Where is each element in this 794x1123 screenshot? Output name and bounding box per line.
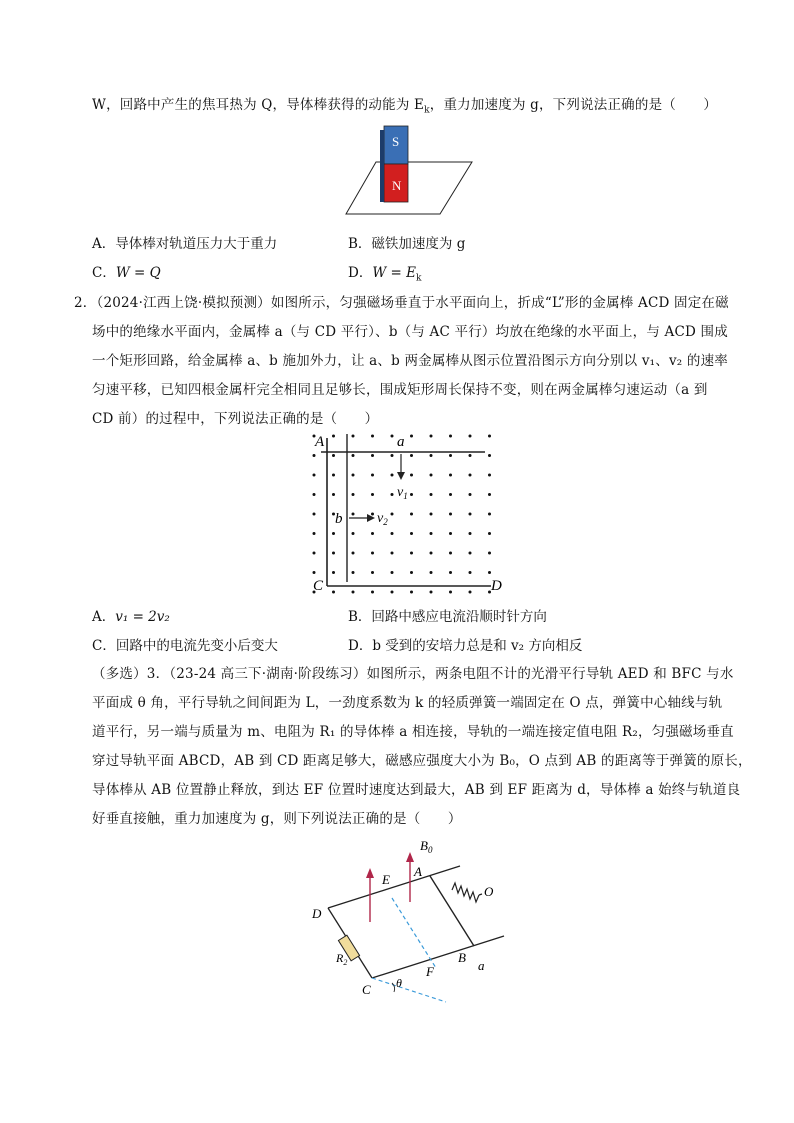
q1-option-d[interactable] bbox=[348, 263, 421, 289]
q3-stem-line-3: 道平行，另一端与质量为 m、电阻为 R₁ 的导体棒 a 相连接，导轨的一端连接定值电阻 R₂，匀强磁场垂直 bbox=[92, 724, 734, 740]
q3-stem-line-6: 好垂直接触，重力加速度为 g，则下列说法正确的是（ ） bbox=[92, 811, 462, 827]
q2-label-d: D bbox=[491, 578, 502, 594]
field-dot bbox=[410, 571, 413, 574]
field-dot bbox=[469, 513, 472, 516]
field-dot bbox=[488, 532, 491, 535]
field-dot bbox=[469, 454, 472, 457]
field-dot bbox=[352, 591, 355, 594]
q3-rod-ab bbox=[430, 876, 474, 946]
option-text: W = Q bbox=[115, 265, 161, 281]
field-dot bbox=[430, 493, 433, 496]
q1-stem-tail bbox=[92, 95, 717, 121]
field-dot bbox=[391, 474, 394, 477]
field-dot bbox=[410, 513, 413, 516]
q3-label-b0: $B_0$ bbox=[420, 838, 433, 855]
option-key: A． bbox=[92, 609, 116, 625]
option-text: 回路中感应电流沿顺时针方向 bbox=[371, 609, 547, 625]
field-dot bbox=[430, 552, 433, 555]
option-text: W = E bbox=[372, 265, 416, 281]
option-key: B． bbox=[348, 609, 372, 625]
q2-label-rod-a: a bbox=[397, 434, 405, 450]
field-dot bbox=[449, 571, 452, 574]
q3-label-rod-a: a bbox=[478, 958, 485, 973]
field-dot bbox=[352, 493, 355, 496]
option-key: B． bbox=[348, 236, 372, 252]
q1-s-label: S bbox=[392, 134, 400, 149]
q2-label-rod-b: b bbox=[335, 511, 343, 527]
field-dot bbox=[488, 493, 491, 496]
field-dot bbox=[313, 571, 316, 574]
option-key: C． bbox=[92, 265, 116, 281]
q1-magnet-figure bbox=[340, 122, 480, 218]
field-dot bbox=[430, 591, 433, 594]
field-dot bbox=[449, 591, 452, 594]
field-dot bbox=[391, 513, 394, 516]
field-dot bbox=[371, 493, 374, 496]
field-dot bbox=[391, 571, 394, 574]
field-dot bbox=[371, 571, 374, 574]
field-dot bbox=[410, 493, 413, 496]
field-dot bbox=[332, 435, 335, 438]
q3-label-f: F bbox=[426, 964, 434, 979]
field-dot bbox=[469, 571, 472, 574]
q2-option-c[interactable] bbox=[92, 636, 278, 656]
q3-label-d: D bbox=[312, 906, 322, 921]
q1-option-a[interactable] bbox=[92, 234, 277, 254]
field-dot bbox=[313, 474, 316, 477]
q2-label-c: C bbox=[313, 578, 324, 594]
field-dot bbox=[313, 493, 316, 496]
field-dot bbox=[371, 591, 374, 594]
q2-label-a-corner: A bbox=[315, 434, 325, 450]
field-dot bbox=[430, 474, 433, 477]
field-dot bbox=[352, 474, 355, 477]
field-dot bbox=[449, 552, 452, 555]
q2-stem-line-3: 一个矩形回路，给金属棒 a、b 施加外力，让 a、b 两金属棒从图示位置沿图示方向分别以 v₁、v₂ 的速率 bbox=[92, 353, 729, 369]
field-dot bbox=[352, 435, 355, 438]
q2-stem-line-2: 场中的绝缘水平面内，金属棒 a（与 CD 平行）、b（与 AC 平行）均放在绝缘的水平面上，与 ACD 围成 bbox=[92, 324, 728, 340]
field-dot bbox=[469, 435, 472, 438]
option-key: D． bbox=[348, 265, 373, 281]
q1-rail-plane bbox=[346, 162, 472, 214]
field-dot bbox=[391, 435, 394, 438]
q3-label-r2: $R_2$ bbox=[336, 951, 348, 967]
q3-label-c: C bbox=[362, 982, 371, 997]
field-dot bbox=[488, 571, 491, 574]
option-sub: k bbox=[415, 273, 422, 284]
field-dot bbox=[449, 493, 452, 496]
field-dot bbox=[371, 474, 374, 477]
q1-magnet-side bbox=[380, 130, 384, 202]
field-dot bbox=[332, 571, 335, 574]
field-dot bbox=[391, 493, 394, 496]
option-key: D． bbox=[348, 638, 373, 654]
field-dot bbox=[430, 513, 433, 516]
field-dot bbox=[488, 454, 491, 457]
field-dot bbox=[332, 591, 335, 594]
q3-label-b: B bbox=[458, 950, 466, 965]
field-dot bbox=[313, 532, 316, 535]
field-dot bbox=[352, 571, 355, 574]
field-dot bbox=[410, 552, 413, 555]
option-text: 磁铁加速度为 g bbox=[371, 236, 466, 252]
q2-v1-arrowhead bbox=[397, 472, 405, 480]
field-dot bbox=[391, 591, 394, 594]
field-dot bbox=[371, 435, 374, 438]
field-dot bbox=[371, 532, 374, 535]
field-dot bbox=[430, 435, 433, 438]
field-dot bbox=[371, 454, 374, 457]
option-text: b 受到的安培力总是和 v₂ 方向相反 bbox=[372, 638, 583, 654]
q3-stem-line-2: 平面成 θ 角，平行导轨之间间距为 L，一劲度系数为 k 的轻质弹簧一端固定在 O 点，弹簧中心轴线与轨 bbox=[92, 695, 723, 711]
field-dot bbox=[332, 454, 335, 457]
field-dot bbox=[449, 513, 452, 516]
field-dot bbox=[488, 474, 491, 477]
field-dot bbox=[430, 532, 433, 535]
q3-field-arrowhead-2 bbox=[406, 852, 414, 862]
field-dot bbox=[430, 571, 433, 574]
q2-stem-line-4: 匀速平移，已知四根金属杆完全相同且足够长，围成矩形周长保持不变，则在两金属棒匀速运动（a 到 bbox=[92, 382, 708, 398]
field-dot bbox=[469, 591, 472, 594]
field-dot bbox=[313, 552, 316, 555]
option-text: v₁ = 2v₂ bbox=[115, 609, 170, 625]
field-dot bbox=[352, 532, 355, 535]
field-dot bbox=[449, 454, 452, 457]
q3-field-arrowhead-1 bbox=[366, 868, 374, 878]
field-dot bbox=[352, 454, 355, 457]
field-dot bbox=[469, 532, 472, 535]
field-dot bbox=[391, 454, 394, 457]
q3-stem-line-1: （多选）3．（23-24 高三下·湖南·阶段练习）如图所示，两条电阻不计的光滑平行导轨 AED 和 BFC 与水 bbox=[92, 666, 734, 682]
field-dot bbox=[391, 552, 394, 555]
field-dot bbox=[430, 454, 433, 457]
field-dot bbox=[449, 474, 452, 477]
option-text: 导体棒对轨道压力大于重力 bbox=[115, 236, 278, 252]
q3-label-o: O bbox=[484, 884, 494, 899]
field-dot bbox=[410, 532, 413, 535]
q2-option-a[interactable] bbox=[92, 607, 170, 627]
option-key: C． bbox=[92, 638, 116, 654]
q3-label-a-upper: A bbox=[414, 864, 422, 879]
q2-circuit-figure bbox=[305, 428, 505, 600]
q2-label-v2: $v_2$ bbox=[377, 511, 388, 527]
q3-line-ef bbox=[392, 898, 436, 968]
q2-v2-arrowhead bbox=[367, 514, 375, 522]
q1-stem-text: W，回路中产生的焦耳热为 Q，导体棒获得的动能为 E bbox=[92, 97, 425, 113]
q1-stem-end: ，重力加速度为 g，下列说法正确的是（ ） bbox=[429, 97, 718, 113]
q1-option-c[interactable] bbox=[92, 263, 161, 283]
field-dot bbox=[469, 493, 472, 496]
q3-spring bbox=[452, 883, 479, 902]
q1-option-b[interactable] bbox=[348, 234, 465, 254]
field-dot bbox=[488, 552, 491, 555]
q3-spring-end bbox=[479, 894, 482, 895]
q3-horizontal-dash bbox=[372, 978, 446, 1002]
field-dot bbox=[488, 435, 491, 438]
q2-label-v1: $v_1$ bbox=[397, 485, 408, 501]
field-dot bbox=[313, 454, 316, 457]
q2-option-b[interactable] bbox=[348, 607, 547, 627]
field-dot bbox=[352, 552, 355, 555]
field-dot bbox=[332, 493, 335, 496]
field-dot bbox=[332, 552, 335, 555]
field-dot bbox=[391, 532, 394, 535]
q3-stem-line-4: 穿过导轨平面 ABCD，AB 到 CD 距离足够大，磁感应强度大小为 B₀，O 点到 AB 的距离等于弹簧的原长， bbox=[92, 753, 752, 769]
field-dot bbox=[449, 532, 452, 535]
field-dot bbox=[371, 513, 374, 516]
q3-label-theta: θ bbox=[396, 976, 402, 990]
q1-stem-sub: k bbox=[424, 105, 430, 116]
field-dot bbox=[410, 454, 413, 457]
field-dot bbox=[469, 474, 472, 477]
field-dot bbox=[410, 591, 413, 594]
q3-rail-figure bbox=[300, 836, 520, 1008]
field-dot bbox=[332, 474, 335, 477]
field-dot bbox=[371, 552, 374, 555]
q2-option-d[interactable] bbox=[348, 636, 582, 656]
field-dot bbox=[313, 513, 316, 516]
option-key: A． bbox=[92, 236, 116, 252]
q2-stem-line-5: CD 前）的过程中，下列说法正确的是（ ） bbox=[92, 411, 379, 427]
field-dot bbox=[469, 552, 472, 555]
field-dot bbox=[352, 513, 355, 516]
option-text: 回路中的电流先变小后变大 bbox=[115, 638, 278, 654]
field-dot bbox=[449, 435, 452, 438]
q2-stem-line-1: 2．（2024·江西上饶·模拟预测）如图所示，匀强磁场垂直于水平面向上，折成“L”形的金属棒 ACD 固定在磁 bbox=[74, 295, 729, 311]
field-dot bbox=[332, 532, 335, 535]
q1-n-label: N bbox=[392, 178, 402, 193]
field-dot bbox=[410, 474, 413, 477]
field-dot bbox=[488, 513, 491, 516]
q3-label-e: E bbox=[382, 872, 390, 887]
q3-stem-line-5: 导体棒从 AB 位置静止释放，到达 EF 位置时速度达到最大，AB 到 EF 距离为 d，导体棒 a 始终与轨道良 bbox=[92, 782, 741, 798]
field-dot bbox=[410, 435, 413, 438]
q3-rail-aed bbox=[328, 866, 460, 908]
